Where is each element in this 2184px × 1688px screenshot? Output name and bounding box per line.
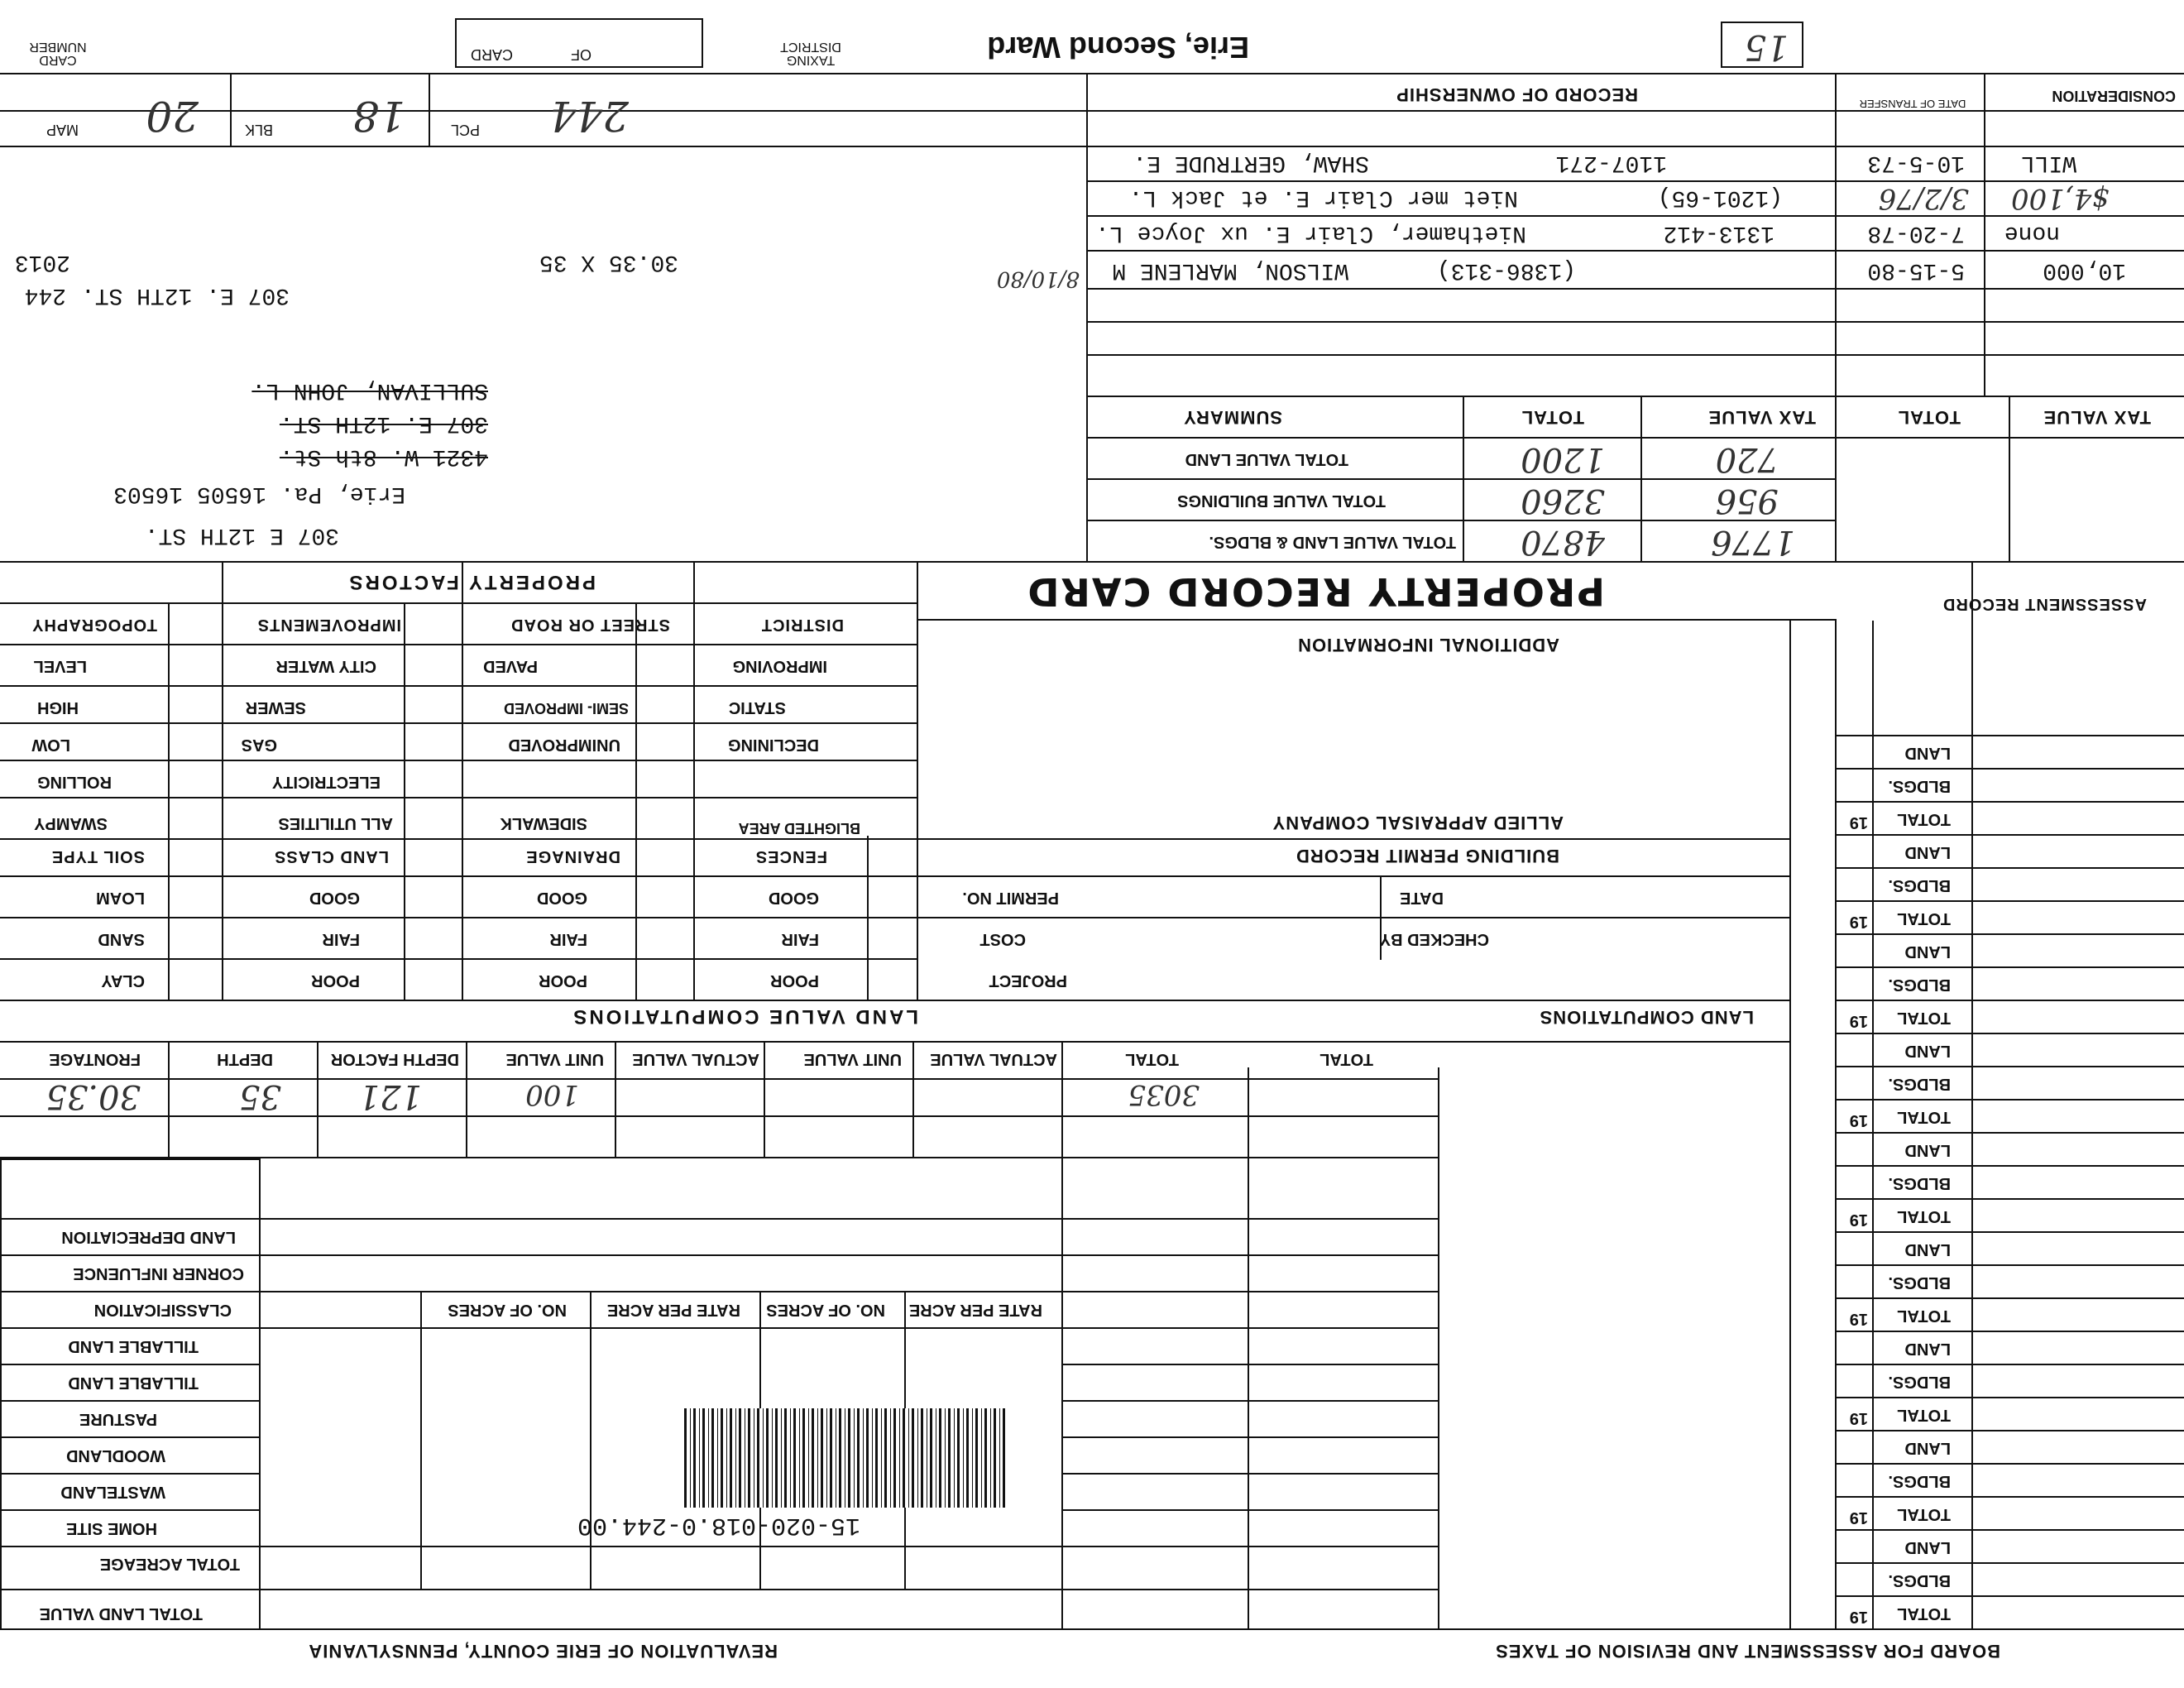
- assessment-record-title: ASSESSMENT RECORD: [1942, 595, 2147, 613]
- classification-label: CLASSIFICATION: [93, 1301, 232, 1319]
- assessment-label-total: TOTAL: [1897, 1207, 1951, 1225]
- land-class-poor: POOR: [539, 971, 587, 990]
- blk-value: 18: [352, 92, 405, 140]
- topo-swampy: SWAMPY: [34, 814, 108, 832]
- summary-row-land-label: TOTAL VALUE LAND: [1185, 450, 1348, 468]
- lvc-unit-value: 100: [525, 1078, 579, 1111]
- lvc-header-frontage: FRONTAGE: [49, 1050, 141, 1068]
- assessment-label-land: LAND: [1904, 1240, 1951, 1259]
- assessment-year-prefix: 19: [1849, 1012, 1868, 1030]
- owner-address-line-4: 307 E. 12TH ST.: [279, 410, 488, 436]
- total-acreage-label: TOTAL ACREAGE: [99, 1555, 240, 1573]
- ownership-date-4: 5-15-80: [1867, 257, 1965, 283]
- no-of-acres-1: NO. OF ACRES: [448, 1301, 567, 1319]
- lvc-title: LAND VALUE COMPUTATIONS: [571, 1005, 918, 1028]
- tillable-land-label-1: TILLABLE LAND: [68, 1374, 199, 1392]
- pf-header-improvements: IMPROVEMENTS: [256, 616, 401, 634]
- assessment-year-prefix: 19: [1849, 913, 1868, 931]
- assessment-label-total: TOTAL: [1897, 1604, 1951, 1623]
- property-factors-title: PROPERTY FACTORS: [347, 571, 596, 593]
- assessment-year-prefix: 19: [1849, 1111, 1868, 1129]
- owner-address-line-2: Erie, Pa. 16505 16503: [113, 481, 405, 506]
- ownership-title: RECORD OF OWNERSHIP: [1396, 84, 1638, 105]
- summary-row-land-bldgs-label: TOTAL VALUE LAND & BLDGS.: [1209, 533, 1456, 551]
- assessment-label-bldgs: BLDGS.: [1888, 1472, 1951, 1490]
- assessment-year-prefix: 19: [1849, 1608, 1868, 1626]
- assessment-label-total: TOTAL: [1897, 1505, 1951, 1523]
- ownership-date-header: DATE OF TRANSFER: [1859, 98, 1966, 110]
- rate-per-acre-1: RATE PER ACRE: [606, 1301, 740, 1319]
- assessment-label-bldgs: BLDGS.: [1888, 1373, 1951, 1391]
- assessment-label-bldgs: BLDGS.: [1888, 1273, 1951, 1292]
- building-permit-title: BUILDING PERMIT RECORD: [1296, 846, 1559, 866]
- pf-header-topography: TOPOGRAPHY: [31, 616, 157, 634]
- property-record-card-title: PROPERTY RECORD CARD: [1026, 569, 1605, 614]
- ownership-name-3: Niethamer, Clair E. ux Joyce L.: [1095, 220, 1526, 246]
- ownership-consideration-1: WILL: [2020, 150, 2076, 175]
- assessment-label-land: LAND: [1904, 1340, 1951, 1358]
- corner-influence-label: CORNER INFLUENCE: [73, 1264, 244, 1283]
- soil-type-sand: SAND: [98, 930, 145, 948]
- assessment-label-total: TOTAL: [1897, 1307, 1951, 1325]
- additional-information-title: ADDITIONAL INFORMATION: [1297, 635, 1559, 655]
- topo-level: LEVEL: [33, 657, 87, 675]
- pf-header-district: DISTRICT: [760, 616, 844, 634]
- assessment-label-land: LAND: [1904, 744, 1951, 762]
- street-paved: PAVED: [483, 657, 538, 675]
- impr-sewer: SEWER: [245, 698, 306, 717]
- assessment-year-prefix: 19: [1849, 1508, 1868, 1527]
- woodland-label: WOODLAND: [66, 1446, 165, 1465]
- assessment-label-land: LAND: [1904, 1538, 1951, 1556]
- barcode-number: 15-020-018.0-244.00: [577, 1511, 860, 1539]
- land-class-fair: FAIR: [549, 930, 587, 948]
- topo-high: HIGH: [37, 698, 79, 717]
- rate-per-acre-2: RATE PER ACRE: [908, 1301, 1042, 1319]
- lvc-header-unit-value-2: UNIT VALUE: [803, 1050, 902, 1068]
- soil-poor: POOR: [311, 971, 360, 990]
- ownership-name-4: WILSON, MARLENE M: [1112, 257, 1348, 283]
- impr-all-utilities: ALL UTILITIES: [278, 814, 393, 832]
- record-year: 2013: [14, 249, 70, 275]
- ownership-name-1: SHAW, GERTRUDE E.: [1133, 150, 1369, 175]
- summary-right-total-header: TOTAL: [1897, 407, 1961, 428]
- ownership-date-3: 7-20-78: [1867, 220, 1965, 246]
- summary-right-tax-value-header: TAX VALUE: [2043, 407, 2151, 428]
- taxing-district-label: TAXING DISTRICT: [780, 40, 841, 67]
- pcl-label: PCL: [450, 122, 480, 138]
- land-depreciation-label: LAND DEPRECIATION: [61, 1228, 236, 1246]
- assessment-label-land: LAND: [1904, 1141, 1951, 1159]
- summary-title: SUMMARY: [1183, 407, 1282, 428]
- lvc-header-depth-factor: DEPTH FACTOR: [330, 1050, 459, 1068]
- assessment-label-bldgs: BLDGS.: [1888, 1075, 1951, 1093]
- street-sidewalk: SIDEWALK: [500, 814, 587, 832]
- parcel-number: 244: [24, 282, 66, 308]
- lvc-frontage-value: 30.35: [46, 1077, 141, 1115]
- assessment-label-land: LAND: [1904, 1439, 1951, 1457]
- card-number-label: CARD NUMBER: [29, 40, 87, 67]
- lvc-header-total-2: TOTAL: [1320, 1050, 1373, 1068]
- drainage-fair: FAIR: [781, 930, 819, 948]
- assessment-label-bldgs: BLDGS.: [1888, 1174, 1951, 1192]
- ownership-book-2: (1201-65): [1657, 185, 1783, 210]
- land-computations-title: LAND COMPUTATIONS: [1539, 1007, 1754, 1028]
- owner-address-line-1: 307 E 12TH ST.: [144, 522, 339, 548]
- assessment-year-prefix: 19: [1849, 1310, 1868, 1328]
- assessment-label-bldgs: BLDGS.: [1888, 777, 1951, 795]
- assessment-label-total: TOTAL: [1897, 909, 1951, 928]
- pf-header-street: STREET OR ROAD: [510, 616, 670, 634]
- ownership-book-3: 1313-412: [1663, 220, 1774, 246]
- soil-header-land-class: LAND CLASS: [274, 847, 389, 866]
- taxing-district-ward: Erie, Second Ward: [987, 31, 1249, 65]
- summary-buildings-tax: 956: [1715, 482, 1779, 520]
- soil-type-clay: CLAY: [101, 971, 145, 990]
- summary-land-bldgs-tax: 1776: [1711, 523, 1795, 561]
- soil-header-fences: FENCES: [754, 847, 827, 866]
- summary-row-buildings-label: TOTAL VALUE BUILDINGS: [1177, 492, 1386, 510]
- district-blighted-area: BLIGHTED AREA: [738, 820, 860, 837]
- wasteland-label: WASTELAND: [60, 1483, 165, 1501]
- street-semi-improved: SEMI- IMPROVED: [503, 700, 629, 717]
- summary-buildings-total: 3260: [1521, 482, 1605, 520]
- assessment-year-prefix: 19: [1849, 813, 1868, 832]
- ownership-date-1: 10-5-73: [1867, 150, 1965, 175]
- assessment-label-bldgs: BLDGS.: [1888, 876, 1951, 894]
- summary-land-bldgs-total: 4870: [1521, 523, 1605, 561]
- assessment-label-total: TOTAL: [1897, 1009, 1951, 1027]
- ownership-consideration-2: $4,100: [2011, 182, 2110, 215]
- soil-good: GOOD: [309, 889, 360, 907]
- lvc-header-unit-value-1: UNIT VALUE: [505, 1050, 604, 1068]
- allied-appraisal-company: ALLIED APPRAISAL COMPANY: [1272, 813, 1564, 833]
- permit-checked-by-label: CHECKED BY: [1379, 930, 1489, 948]
- assessment-year-prefix: 19: [1849, 1409, 1868, 1427]
- drainage-good: GOOD: [768, 889, 819, 907]
- pcl-value: 244: [549, 92, 629, 140]
- header-left: REVALUATION OF ERIE COUNTY, PENNSYLVANIA: [308, 1641, 778, 1662]
- card-label: CARD: [470, 46, 513, 63]
- assessment-label-land: LAND: [1904, 1042, 1951, 1060]
- pasture-label: PASTURE: [79, 1410, 157, 1428]
- assessment-label-bldgs: BLDGS.: [1888, 1571, 1951, 1590]
- of-label: OF: [571, 46, 592, 63]
- permit-no-label: PERMIT NO.: [962, 889, 1059, 907]
- assessment-label-bldgs: BLDGS.: [1888, 976, 1951, 994]
- total-land-value-label: TOTAL LAND VALUE: [39, 1604, 203, 1623]
- district-improving: IMPROVING: [732, 657, 827, 675]
- summary-land-total: 1200: [1521, 440, 1605, 478]
- topo-low: LOW: [31, 736, 70, 754]
- ownership-consideration-header: CONSIDERATION: [2052, 88, 2176, 104]
- assessment-label-land: LAND: [1904, 942, 1951, 961]
- assessment-label-total: TOTAL: [1897, 1108, 1951, 1126]
- owner-address-line-3: 4321 W. 8th St.: [279, 444, 488, 469]
- impr-city-water: CITY WATER: [275, 657, 376, 675]
- blk-label: BLK: [244, 122, 273, 138]
- tillable-land-label-2: TILLABLE LAND: [68, 1337, 199, 1355]
- ownership-consideration-3: none: [2004, 220, 2060, 246]
- summary-tax-value-header: TAX VALUE: [1707, 407, 1816, 428]
- ownership-name-2: Niet mer Clair E. et Jack L.: [1128, 185, 1518, 210]
- soil-type-loam: LOAM: [96, 889, 145, 907]
- assessment-year-prefix: 19: [1849, 1211, 1868, 1229]
- ownership-margin-note: 8/10/80: [996, 266, 1080, 291]
- lvc-depth-value: 35: [239, 1077, 281, 1115]
- drainage-poor: POOR: [770, 971, 819, 990]
- no-of-acres-2: NO. OF ACRES: [766, 1301, 885, 1319]
- owner-address-line-5: SULLIVAN, JOHN L.: [251, 377, 488, 403]
- lvc-total-value: 3035: [1128, 1078, 1200, 1111]
- district-static: STATIC: [728, 698, 786, 717]
- lvc-header-total-1: TOTAL: [1125, 1050, 1179, 1068]
- home-site-label: HOME SITE: [65, 1519, 157, 1537]
- lvc-header-actual-value-2: ACTUAL VALUE: [930, 1050, 1057, 1068]
- lvc-header-depth: DEPTH: [217, 1050, 273, 1068]
- district-number: 15: [1744, 27, 1789, 68]
- lvc-header-actual-value-1: ACTUAL VALUE: [632, 1050, 759, 1068]
- street-unimproved: UNIMPROVED: [508, 736, 620, 754]
- ownership-consideration-4: 10,000: [2043, 257, 2126, 283]
- district-declining: DECLINING: [728, 736, 819, 754]
- topo-rolling: ROLLING: [37, 773, 112, 791]
- ownership-date-2: 3/2/76: [1878, 182, 1969, 215]
- summary-land-tax: 720: [1715, 440, 1779, 478]
- ownership-book-1: 1107-271: [1555, 150, 1667, 175]
- soil-header-drainage: DRAINAGE: [525, 847, 620, 866]
- parcel-address: 307 E. 12TH ST.: [80, 282, 290, 308]
- ownership-book-4: (1386-313): [1436, 257, 1576, 283]
- permit-project-label: PROJECT: [989, 971, 1067, 990]
- summary-total-header: TOTAL: [1521, 407, 1584, 428]
- lvc-depth-factor-value: 121: [358, 1077, 422, 1115]
- impr-electricity: ELECTRICITY: [271, 773, 381, 791]
- assessment-label-land: LAND: [1904, 843, 1951, 861]
- parcel-dimensions: 30.35 X 35: [539, 249, 678, 275]
- barcode: [682, 1408, 1005, 1508]
- map-value: 20: [146, 92, 199, 140]
- permit-date-label: DATE: [1400, 889, 1444, 907]
- map-label: MAP: [46, 122, 79, 138]
- assessment-label-total: TOTAL: [1897, 810, 1951, 828]
- permit-cost-label: COST: [979, 930, 1026, 948]
- assessment-label-total: TOTAL: [1897, 1406, 1951, 1424]
- impr-gas: GAS: [241, 736, 277, 754]
- soil-header-soil-type: SOIL TYPE: [50, 847, 145, 866]
- land-class-good: GOOD: [536, 889, 587, 907]
- header-right: BOARD FOR ASSESSMENT AND REVISION OF TAXES: [1495, 1641, 2000, 1662]
- soil-fair: FAIR: [322, 930, 360, 948]
